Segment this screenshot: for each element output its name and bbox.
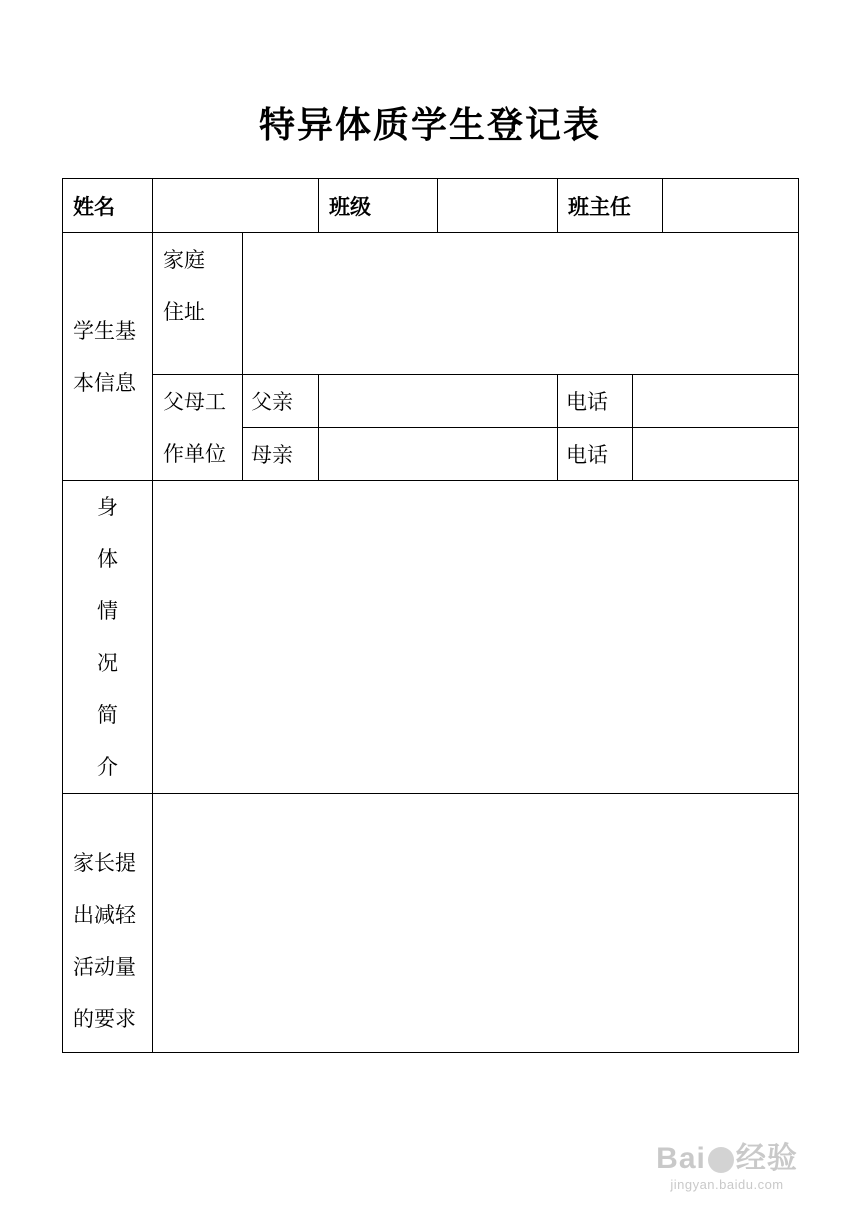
basic-info-section-label — [63, 233, 153, 481]
home-address-field[interactable] — [243, 233, 799, 375]
parents-workplace-label-line-1: 父母工 — [163, 389, 226, 414]
paw-icon — [708, 1147, 734, 1173]
physical-condition-row — [63, 481, 799, 794]
parents-workplace-label-line-2: 作单位 — [163, 441, 226, 466]
address-row — [63, 233, 799, 375]
head-teacher-field[interactable] — [663, 179, 799, 233]
parent-request-label-line-1: 家长提 — [73, 851, 136, 875]
father-workplace-field[interactable] — [319, 375, 558, 428]
parent-request-label — [63, 794, 153, 1053]
father-phone-label: 电话 — [558, 375, 633, 428]
header-row — [63, 179, 799, 233]
watermark-brand-left: Bai — [656, 1142, 706, 1175]
class-field[interactable] — [438, 179, 558, 233]
form-title: 特异体质学生登记表 — [258, 104, 601, 146]
parent-request-label-line-4: 的要求 — [73, 1007, 136, 1031]
name-label: 姓名 — [63, 179, 153, 233]
home-address-label-line-1: 家庭 — [163, 248, 205, 272]
mother-phone-label: 电话 — [558, 428, 633, 481]
father-phone-field[interactable] — [633, 375, 799, 428]
physical-label-char-2: 体 — [97, 547, 118, 571]
physical-label-char-4: 况 — [97, 651, 118, 675]
watermark-brand-right: 经验 — [735, 1142, 798, 1175]
physical-condition-label — [63, 481, 153, 794]
physical-label-char-5: 简 — [97, 703, 118, 727]
mother-workplace-field[interactable] — [319, 428, 558, 481]
basic-info-label-line-2: 本信息 — [73, 370, 136, 395]
parent-request-row — [63, 794, 799, 1053]
watermark-url: jingyan.baidu.com — [670, 1177, 784, 1192]
father-row — [63, 375, 799, 428]
physical-label-char-6: 介 — [97, 755, 118, 779]
head-teacher-label: 班主任 — [558, 179, 663, 233]
father-label: 父亲 — [243, 375, 319, 428]
parents-workplace-label — [153, 375, 243, 481]
home-address-label — [153, 233, 243, 375]
parent-request-field[interactable] — [153, 794, 799, 1053]
registration-form-table — [62, 178, 799, 1053]
physical-label-char-1: 身 — [97, 495, 118, 519]
mother-label: 母亲 — [243, 428, 319, 481]
name-field[interactable] — [153, 179, 319, 233]
mother-phone-field[interactable] — [633, 428, 799, 481]
parent-request-label-line-3: 活动量 — [73, 955, 136, 979]
home-address-label-line-2: 住址 — [163, 300, 205, 324]
class-label: 班级 — [319, 179, 438, 233]
basic-info-label-line-1: 学生基 — [73, 318, 136, 343]
baidu-jingyan-watermark — [642, 1141, 812, 1193]
parent-request-label-line-2: 出减轻 — [73, 903, 136, 927]
physical-label-char-3: 情 — [97, 599, 118, 623]
physical-condition-field[interactable] — [153, 481, 799, 794]
